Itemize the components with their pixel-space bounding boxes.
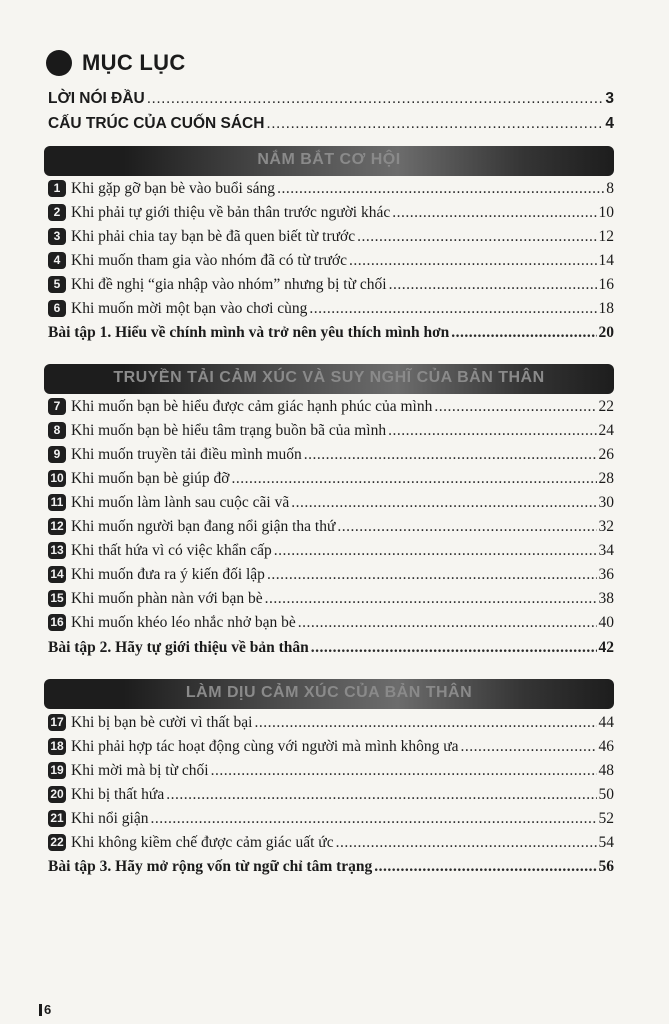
toc-entry[interactable] [48,204,614,222]
footer-bar-mark [39,1004,42,1016]
toc-entry[interactable] [48,470,614,488]
dot-leader [147,90,604,108]
section-banner [44,679,614,709]
exercise-label: Bài tập 1. Hiểu về chính mình và trở nên yêu thích mình hơn [48,324,450,341]
section-banner [44,364,614,394]
toc-entry[interactable] [48,762,614,780]
toc-entry[interactable] [48,614,614,632]
entry-label: Khi muốn phàn nàn với bạn bè [71,590,263,607]
entry-number-badge: 14 [48,566,66,583]
entry-page-number: 22 [598,398,614,415]
entry-number-badge: 9 [48,446,66,463]
section-title: NẮM BẮT CƠ HỘI [257,151,401,168]
section-title: LÀM DỊU CẢM XÚC CỦA BẢN THÂN [185,684,473,701]
entry-page-number: 20 [598,324,614,341]
dot-leader [304,446,597,464]
toc-entry[interactable] [48,786,614,804]
entry-label: Khi muốn đưa ra ý kiến đối lập [71,566,265,583]
entry-page-number: 44 [598,714,614,731]
entry-page-number: 16 [598,276,614,293]
dot-leader [461,738,597,756]
toc-entry[interactable] [48,276,614,294]
dot-leader [151,810,597,828]
entry-number-badge: 7 [48,398,66,415]
entry-page-number: 28 [598,470,614,487]
entry-label: Khi muốn làm lành sau cuộc cãi vã [71,494,290,511]
entry-number-badge: 3 [48,228,66,245]
entry-page-number: 32 [598,518,614,535]
entry-number-badge: 18 [48,738,66,755]
entry-label: Khi phải chia tay bạn bè đã quen biết từ trước [71,228,356,245]
entry-page-number: 50 [598,786,614,803]
dot-leader [336,834,597,852]
toc-entry[interactable] [48,738,614,756]
toc-entry-book-structure[interactable] [48,115,614,133]
toc-entry[interactable] [48,834,614,852]
dot-leader [389,276,597,294]
entry-label: Khi phải tự giới thiệu về bản thân trước người khác [71,204,391,221]
dot-leader [298,614,597,632]
toc-exercise-entry[interactable] [48,324,614,342]
section-title: TRUYỀN TẢI CẢM XÚC VÀ SUY NGHĨ CỦA BẢN THÂN [113,369,545,386]
toc-entry[interactable] [48,494,614,512]
toc-entry[interactable] [48,810,614,828]
entry-page-number: 24 [598,422,614,439]
entry-number-badge: 16 [48,614,66,631]
dot-leader [357,228,596,246]
toc-entry[interactable] [48,228,614,246]
entry-number-badge: 11 [48,494,66,511]
dot-leader [291,494,596,512]
exercise-label: Bài tập 3. Hãy mở rộng vốn từ ngữ chỉ tâm trạng [48,858,373,875]
dot-leader [349,252,597,270]
entry-number-badge: 6 [48,300,66,317]
entry-number-badge: 2 [48,204,66,221]
entry-label: Khi muốn người bạn đang nổi giận tha thứ [71,518,336,535]
entry-page-number: 14 [598,252,614,269]
dot-leader [211,762,597,780]
toc-entry[interactable] [48,714,614,732]
entry-page-number: 3 [605,90,614,107]
entry-page-number: 54 [598,834,614,851]
toc-entry[interactable] [48,542,614,560]
dot-leader [451,324,596,342]
entry-label: Khi muốn tham gia vào nhóm đã có từ trước [71,252,347,269]
dot-leader [166,786,596,804]
entry-label: Khi bị thất hứa [71,786,165,803]
dot-leader [434,398,596,416]
entry-page-number: 12 [598,228,614,245]
toc-entry[interactable] [48,180,614,198]
dot-leader [277,180,604,198]
entry-page-number: 4 [605,115,614,132]
toc-entry-foreword[interactable] [48,90,614,108]
dot-leader [231,470,596,488]
entry-label: Khi mời mà bị từ chối [71,762,209,779]
dot-leader [388,422,596,440]
entry-page-number: 8 [606,180,614,197]
entry-page-number: 10 [598,204,614,221]
entry-page-number: 48 [598,762,614,779]
entry-label: Khi không kiềm chế được cảm giác uất ức [71,834,334,851]
dot-leader [267,566,597,584]
toc-exercise-entry[interactable] [48,858,614,876]
dot-leader [254,714,596,732]
toc-entry[interactable] [48,422,614,440]
toc-entry[interactable] [48,252,614,270]
entry-page-number: 30 [598,494,614,511]
entry-page-number: 26 [598,446,614,463]
toc-entry[interactable] [48,518,614,536]
exercise-label: Bài tập 2. Hãy tự giới thiệu về bản thân [48,639,309,656]
section-banner [44,146,614,176]
toc-entry[interactable] [48,566,614,584]
entry-label: Khi muốn khéo léo nhắc nhở bạn bè [71,614,296,631]
entry-label: Khi đề nghị “gia nhập vào nhóm” nhưng bị từ chối [71,276,387,293]
entry-number-badge: 4 [48,252,66,269]
toc-exercise-entry[interactable] [48,639,614,657]
entry-number-badge: 1 [48,180,66,197]
dot-leader [374,858,596,876]
entry-label: Khi muốn bạn bè hiểu được cảm giác hạnh phúc của mình [71,398,433,415]
entry-page-number: 38 [598,590,614,607]
toc-heading [46,50,186,76]
toc-entry[interactable] [48,398,614,416]
entry-label: Khi muốn bạn bè hiểu tâm trạng buồn bã của mình [71,422,387,439]
entry-number-badge: 19 [48,762,66,779]
page-footer [39,1002,51,1017]
entry-label: Khi thất hứa vì có việc khẩn cấp [71,542,272,559]
entry-label: Khi muốn truyền tải điều mình muốn [71,446,302,463]
dot-leader [265,590,597,608]
entry-number-badge: 22 [48,834,66,851]
entry-number-badge: 12 [48,518,66,535]
bullet-circle-icon [46,50,72,76]
toc-entry[interactable] [48,446,614,464]
entry-label: CẤU TRÚC CỦA CUỐN SÁCH [48,115,265,132]
entry-number-badge: 17 [48,714,66,731]
entry-page-number: 46 [598,738,614,755]
entry-label: Khi bị bạn bè cười vì thất bại [71,714,253,731]
entry-number-badge: 5 [48,276,66,293]
entry-page-number: 34 [598,542,614,559]
entry-page-number: 52 [598,810,614,827]
entry-label: Khi phải hợp tác hoạt động cùng với người mà mình không ưa [71,738,459,755]
entry-label: Khi muốn bạn bè giúp đỡ [71,470,230,487]
entry-number-badge: 20 [48,786,66,803]
entry-number-badge: 8 [48,422,66,439]
dot-leader [392,204,596,222]
entry-number-badge: 13 [48,542,66,559]
toc-entry[interactable] [48,590,614,608]
entry-number-badge: 15 [48,590,66,607]
entry-page-number: 18 [598,300,614,317]
dot-leader [337,518,596,536]
entry-label: Khi nổi giận [71,810,149,827]
entry-page-number: 36 [598,566,614,583]
page-number: 6 [44,1002,52,1017]
entry-number-badge: 21 [48,810,66,827]
entry-page-number: 40 [598,614,614,631]
entry-label: LỜI NÓI ĐẦU [48,90,145,107]
entry-label: Khi muốn mời một bạn vào chơi cùng [71,300,308,317]
entry-page-number: 42 [598,639,614,656]
page-title: MỤC LỤC [82,50,186,75]
entry-label: Khi gặp gỡ bạn bè vào buổi sáng [71,180,276,197]
dot-leader [311,639,597,657]
dot-leader [274,542,597,560]
entry-number-badge: 10 [48,470,66,487]
entry-page-number: 56 [598,858,614,875]
dot-leader [309,300,596,318]
dot-leader [266,115,603,133]
toc-entry[interactable] [48,300,614,318]
